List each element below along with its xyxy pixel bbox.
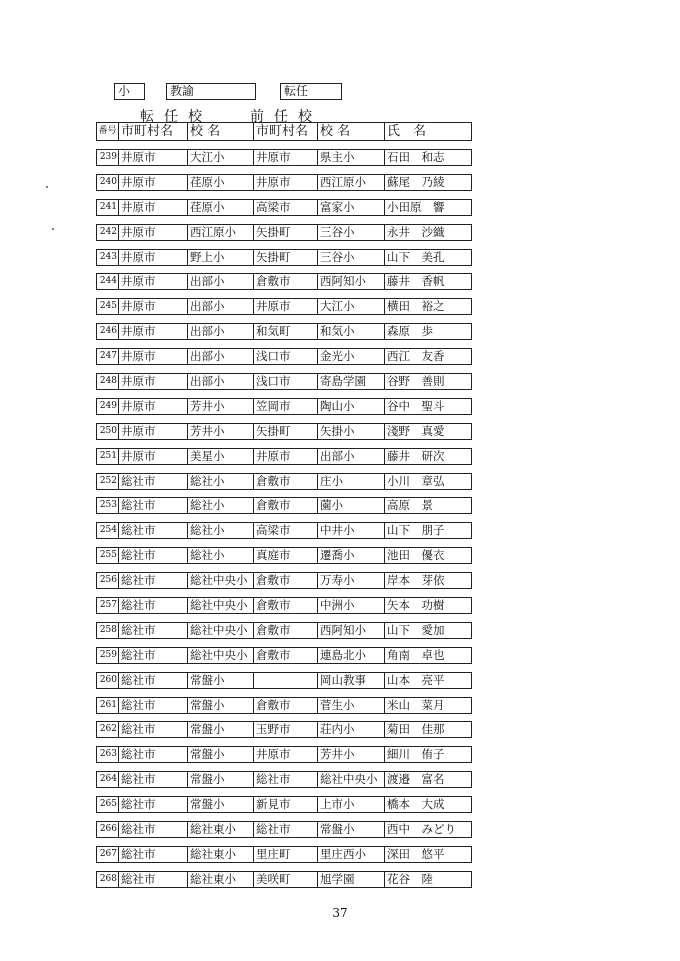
cell-city1: 井原市	[119, 150, 188, 165]
table-body	[96, 149, 472, 888]
cell-school1: 総社東小	[188, 847, 254, 862]
cell-city2: 矢掛町	[254, 250, 318, 265]
table-row	[96, 224, 472, 241]
table-row	[96, 423, 472, 440]
cell-city2: 新見市	[254, 797, 318, 812]
header-num: 番号	[97, 123, 119, 140]
cell-name: 矢本 功樹	[387, 598, 445, 613]
cell-school2: 薗小	[318, 498, 385, 513]
table-row	[96, 597, 472, 614]
cell-city2: 倉敷市	[254, 598, 318, 613]
cell-school2: 岡山教事	[318, 673, 385, 688]
cell-city2: 和気町	[254, 324, 318, 339]
cell-school1: 総社中央小	[188, 598, 254, 613]
table-row	[96, 497, 472, 514]
cell-school1: 出部小	[188, 274, 254, 289]
cell-num: 256	[97, 573, 119, 588]
cell-city2: 矢掛町	[254, 424, 318, 439]
header-school2: 校 名	[318, 123, 385, 140]
cell-city2: 玉野市	[254, 722, 318, 737]
prev-school-heading: 前任校	[250, 109, 322, 125]
cell-school1: 総社中央小	[188, 623, 254, 638]
cell-city1: 総社市	[119, 548, 188, 563]
table-row	[96, 721, 472, 738]
header-city1: 市町村名	[119, 123, 188, 140]
cell-num: 260	[97, 673, 119, 688]
cell-city1: 総社市	[119, 648, 188, 663]
cell-city1: 井原市	[119, 175, 188, 190]
cell-city2: 倉敷市	[254, 648, 318, 663]
table-row	[96, 846, 472, 863]
cell-city1: 総社市	[119, 698, 188, 713]
cell-num: 239	[97, 150, 119, 165]
cell-city2: 総社市	[254, 822, 318, 837]
cell-school1: 常盤小	[188, 722, 254, 737]
cell-school1: 総社中央小	[188, 573, 254, 588]
header-name: 氏 名	[387, 124, 427, 139]
cell-name: 蘇尾 乃綾	[387, 174, 445, 189]
table-row	[96, 746, 472, 763]
cell-name: 細川 侑子	[387, 747, 445, 762]
cell-school1: 西江原小	[188, 225, 254, 240]
table-row	[96, 796, 472, 813]
cell-num: 254	[97, 523, 119, 538]
cell-name: 菊田 佳那	[387, 722, 445, 737]
cell-school2: 芳井小	[318, 747, 385, 762]
cell-city1: 井原市	[119, 449, 188, 464]
cell-city1: 総社市	[119, 673, 188, 688]
cell-name: 西中 みどり	[387, 822, 456, 837]
cell-school1: 総社小	[188, 523, 254, 538]
cell-city1: 総社市	[119, 598, 188, 613]
table-row	[96, 348, 472, 365]
cell-num: 248	[97, 374, 119, 389]
cell-city1: 総社市	[119, 872, 188, 887]
cell-city2: 倉敷市	[254, 498, 318, 513]
table-row	[96, 398, 472, 415]
cell-school1: 出部小	[188, 374, 254, 389]
cell-num: 253	[97, 498, 119, 513]
cell-school2: 総社中央小	[318, 772, 385, 787]
cell-name: 谷野 善則	[387, 374, 445, 389]
cell-school1: 美星小	[188, 449, 254, 464]
cell-school2: 庄小	[318, 474, 385, 489]
cell-school1: 大江小	[188, 150, 254, 165]
table-row	[96, 821, 472, 838]
cell-school2: 万寿小	[318, 573, 385, 588]
cell-city1: 井原市	[119, 225, 188, 240]
cell-name: 深田 悠平	[387, 846, 445, 861]
cell-city2: 真庭市	[254, 548, 318, 563]
header-city2: 市町村名	[254, 123, 318, 140]
cell-city1: 総社市	[119, 772, 188, 787]
cell-city1: 井原市	[119, 424, 188, 439]
cell-city2: 浅口市	[254, 349, 318, 364]
cell-school2: 常盤小	[318, 822, 385, 837]
table-row	[96, 323, 472, 340]
cell-city1: 井原市	[119, 349, 188, 364]
cell-city2: 美咲町	[254, 872, 318, 887]
cell-name: 高原 景	[387, 498, 433, 513]
cell-city2: 倉敷市	[254, 623, 318, 638]
cell-school1: 総社小	[188, 548, 254, 563]
cell-name: 森原 歩	[387, 324, 433, 339]
cell-num: 255	[97, 548, 119, 563]
cell-city1: 井原市	[119, 200, 188, 215]
cell-city2: 井原市	[254, 150, 318, 165]
table-row	[96, 298, 472, 315]
cell-city2: 里庄町	[254, 847, 318, 862]
table-header	[96, 122, 472, 141]
cell-name: 角南 卓也	[387, 647, 445, 662]
cell-name: 花谷 陸	[387, 871, 433, 886]
table-row	[96, 249, 472, 266]
cell-num: 268	[97, 872, 119, 887]
cell-school2: 金光小	[318, 349, 385, 364]
cell-city2: 矢掛町	[254, 225, 318, 240]
cell-school2: 大江小	[318, 299, 385, 314]
cell-num: 261	[97, 698, 119, 713]
cell-num: 262	[97, 722, 119, 737]
cell-city1: 井原市	[119, 274, 188, 289]
cell-num: 246	[97, 324, 119, 339]
cell-name: 西江 友香	[387, 349, 445, 364]
cell-city2: 浅口市	[254, 374, 318, 389]
cell-school2: 西阿知小	[318, 623, 385, 638]
header-school1: 校 名	[188, 123, 254, 140]
cell-num: 242	[97, 225, 119, 240]
scan-speck	[46, 186, 48, 188]
cell-num: 265	[97, 797, 119, 812]
table-row	[96, 273, 472, 290]
table-row	[96, 771, 472, 788]
cell-city2: 総社市	[254, 772, 318, 787]
cell-name: 山下 朋子	[387, 523, 445, 538]
cell-name: 横田 裕之	[387, 299, 445, 314]
cell-school2: 三谷小	[318, 225, 385, 240]
cell-school2: 中洲小	[318, 598, 385, 613]
cell-school2: 富家小	[318, 200, 385, 215]
cell-name: 米山 菜月	[387, 697, 445, 712]
cell-school2: 三谷小	[318, 250, 385, 265]
cell-city1: 井原市	[119, 374, 188, 389]
cell-school1: 常盤小	[188, 797, 254, 812]
cell-name: 渡邉 富名	[387, 772, 445, 787]
cell-name: 谷中 聖斗	[387, 398, 445, 413]
cell-name: 山下 美孔	[387, 249, 445, 264]
cell-name: 小川 章弘	[387, 473, 445, 488]
cell-city2: 倉敷市	[254, 573, 318, 588]
cell-city2: 井原市	[254, 747, 318, 762]
cell-name: 池田 優衣	[387, 548, 445, 563]
cell-school1: 総社東小	[188, 872, 254, 887]
cell-school1: 出部小	[188, 349, 254, 364]
table-row	[96, 647, 472, 664]
cell-num: 266	[97, 822, 119, 837]
cell-city1: 総社市	[119, 573, 188, 588]
table-row	[96, 522, 472, 539]
cell-city1: 総社市	[119, 498, 188, 513]
cell-city2: 井原市	[254, 175, 318, 190]
cell-num: 267	[97, 847, 119, 862]
cell-city1: 井原市	[119, 399, 188, 414]
cell-school2: 西江原小	[318, 175, 385, 190]
cell-city2: 高梁市	[254, 200, 318, 215]
table-row	[96, 473, 472, 490]
cell-city1: 総社市	[119, 822, 188, 837]
cell-name: 永井 沙織	[387, 224, 445, 239]
page-number: 37	[332, 906, 348, 920]
scan-speck	[52, 228, 54, 230]
cell-school1: 総社中央小	[188, 648, 254, 663]
cell-city2: 井原市	[254, 299, 318, 314]
table-row	[96, 572, 472, 589]
cell-school2: 遷喬小	[318, 548, 385, 563]
cell-school2: 旭学園	[318, 872, 385, 887]
cell-school1: 常盤小	[188, 747, 254, 762]
level-box: 小	[114, 83, 145, 100]
cell-school2: 里庄西小	[318, 847, 385, 862]
cell-school1: 出部小	[188, 324, 254, 339]
cell-name: 藤井 研次	[387, 448, 445, 463]
cell-num: 243	[97, 250, 119, 265]
cell-num: 244	[97, 274, 119, 289]
cell-school1: 芳井小	[188, 424, 254, 439]
table-row	[96, 373, 472, 390]
cell-school1: 荏原小	[188, 175, 254, 190]
cell-city1: 井原市	[119, 324, 188, 339]
new-school-heading: 転任校	[140, 109, 212, 125]
cell-name: 山本 亮平	[387, 672, 445, 687]
cell-num: 241	[97, 200, 119, 215]
cell-city1: 総社市	[119, 623, 188, 638]
cell-name: 淺野 真愛	[387, 423, 445, 438]
table-row	[96, 672, 472, 689]
table-row	[96, 547, 472, 564]
cell-city1: 総社市	[119, 747, 188, 762]
cell-num: 249	[97, 399, 119, 414]
cell-city1: 井原市	[119, 250, 188, 265]
cell-school1: 総社東小	[188, 822, 254, 837]
cell-school2: 連島北小	[318, 648, 385, 663]
cell-school1: 荏原小	[188, 200, 254, 215]
cell-school2: 寄島学園	[318, 374, 385, 389]
cell-school2: 和気小	[318, 324, 385, 339]
cell-city1: 総社市	[119, 722, 188, 737]
cell-city2: 笠岡市	[254, 399, 318, 414]
cell-num: 251	[97, 449, 119, 464]
cell-school2: 中井小	[318, 523, 385, 538]
cell-num: 257	[97, 598, 119, 613]
cell-school2: 陶山小	[318, 399, 385, 414]
cell-school2: 矢掛小	[318, 424, 385, 439]
cell-school2: 西阿知小	[318, 274, 385, 289]
cell-school1: 常盤小	[188, 772, 254, 787]
cell-city1: 総社市	[119, 797, 188, 812]
table-row	[96, 174, 472, 191]
cell-city1: 井原市	[119, 299, 188, 314]
cell-name: 石田 和志	[387, 150, 445, 164]
cell-school2: 出部小	[318, 449, 385, 464]
cell-num: 263	[97, 747, 119, 762]
cell-school1: 常盤小	[188, 673, 254, 688]
cell-school2: 県主小	[318, 150, 385, 165]
cell-school1: 芳井小	[188, 399, 254, 414]
cell-city2: 倉敷市	[254, 274, 318, 289]
transfer-table	[96, 122, 472, 896]
cell-school1: 総社小	[188, 498, 254, 513]
table-row	[96, 199, 472, 216]
cell-city2: 倉敷市	[254, 474, 318, 489]
cell-school1: 出部小	[188, 299, 254, 314]
cell-city1: 総社市	[119, 523, 188, 538]
cell-city2: 倉敷市	[254, 698, 318, 713]
type-box: 転任	[280, 83, 342, 100]
cell-city2: 井原市	[254, 449, 318, 464]
cell-school2: 上市小	[318, 797, 385, 812]
table-row	[96, 871, 472, 888]
cell-num: 259	[97, 648, 119, 663]
cell-school1: 総社小	[188, 474, 254, 489]
cell-city2	[254, 673, 318, 688]
cell-name: 山下 愛加	[387, 622, 445, 637]
cell-name: 藤井 香帆	[387, 274, 445, 289]
cell-school1: 常盤小	[188, 698, 254, 713]
cell-num: 245	[97, 299, 119, 314]
cell-num: 264	[97, 772, 119, 787]
position-box: 教諭	[166, 83, 256, 100]
table-row	[96, 448, 472, 465]
cell-school2: 菅生小	[318, 698, 385, 713]
table-row	[96, 622, 472, 639]
cell-num: 252	[97, 474, 119, 489]
cell-city1: 総社市	[119, 847, 188, 862]
table-row	[96, 697, 472, 714]
cell-num: 240	[97, 175, 119, 190]
cell-city1: 総社市	[119, 474, 188, 489]
table-row	[96, 149, 472, 166]
cell-num: 247	[97, 349, 119, 364]
cell-school1: 野上小	[188, 250, 254, 265]
cell-num: 258	[97, 623, 119, 638]
cell-name: 橋本 大成	[387, 797, 445, 812]
cell-name: 小田原 響	[387, 199, 445, 214]
cell-name: 岸本 芽依	[387, 573, 445, 588]
cell-city2: 高梁市	[254, 523, 318, 538]
cell-school2: 荘内小	[318, 722, 385, 737]
cell-num: 250	[97, 424, 119, 439]
